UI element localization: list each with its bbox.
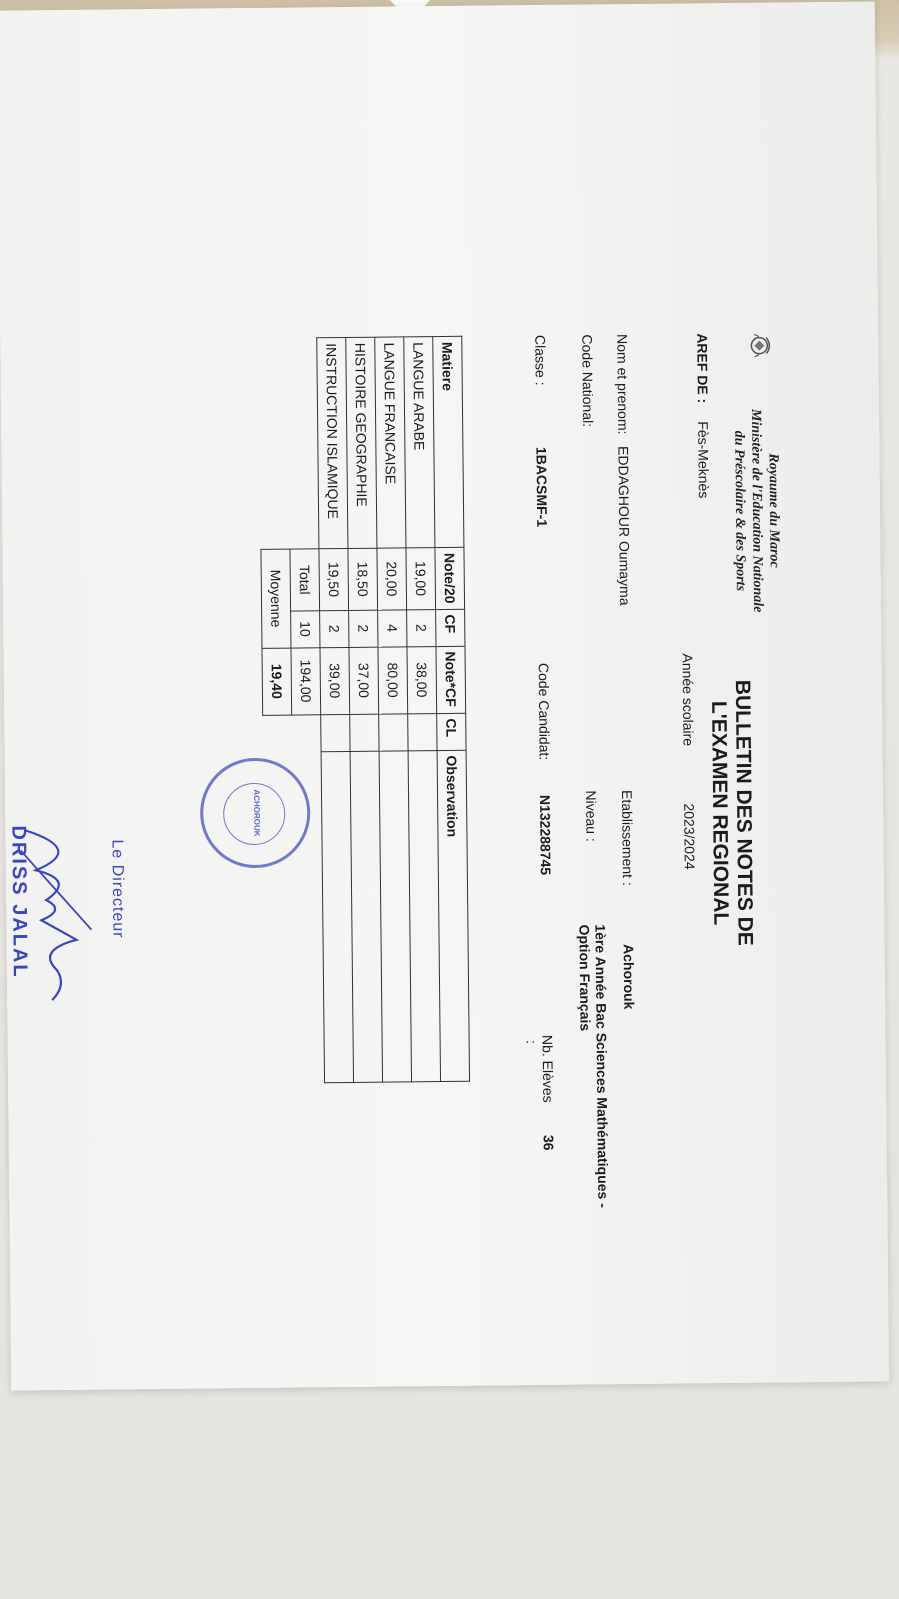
col-note20: Note/20 [435,547,465,609]
cell-obs [350,751,382,1082]
stamp-text: ACHOROUK [251,789,262,837]
kingdom-text: Royaume du Maroc [765,453,782,568]
cell-cf: 2 [407,609,436,646]
niveau-label: Niveau : [582,790,600,842]
cell-obs [379,750,411,1081]
total-value: 194,00 [291,647,321,714]
cell-note-cf: 38,00 [407,646,437,713]
classe-label: Classe : [532,334,549,386]
aref-label: AREF DE : [694,333,711,404]
ministry-block [730,380,784,641]
bulletin-document [7,332,790,1257]
ministry-line1: Ministère de l'Education Nationale [748,408,766,613]
etablissement-label: Etablissement : [618,789,636,886]
cell-matiere: LANGUE ARABE [404,337,435,548]
total-label: Total [290,549,320,611]
cell-note-cf: 37,00 [349,647,379,714]
niveau-value-line1: 1ère Année Bac Sciences Mathématiques - [592,924,612,1208]
cell-obs [321,751,353,1082]
cell-matiere: LANGUE FRANCAISE [375,337,406,548]
cell-matiere: INSTRUCTION ISLAMIQUE [317,337,348,548]
cell-cl [379,713,408,750]
school-stamp [200,757,311,868]
code-candidat-label: Code Candidat: [535,662,553,761]
cell-note: 19,00 [406,548,436,610]
nb-eleves-value: 36 [540,1134,557,1151]
cell-cf: 4 [378,609,407,646]
nb-eleves-colon: : [523,1040,540,1045]
royal-emblem-icon [746,333,774,359]
cell-matiere: HISTOIRE GEOGRAPHIE [346,337,377,548]
col-cf: CF [436,609,465,646]
total-cf: 10 [291,610,320,647]
name-value: EDDAGHOUR Oumayma [615,446,634,606]
ministry-line2: du Préscolaire & des Sports [731,430,748,592]
moyenne-label: Moyenne [261,549,291,648]
page-title [706,663,757,963]
col-matiere: Matiere [433,336,464,547]
cell-note: 20,00 [377,548,407,610]
code-national-label: Code National: [579,334,597,428]
cell-cf: 2 [320,610,349,647]
director-name: DRISS JALAL [7,825,31,979]
name-label: Nom et prenom: [614,334,632,435]
cell-cl [350,714,379,751]
moyenne-value: 19,40 [262,648,292,715]
year-label: Année scolaire [679,653,697,747]
cell-cl [408,713,437,750]
cell-note: 19,50 [319,548,349,610]
cell-cf: 2 [349,610,378,647]
title-line2: L'EXAMEN REGIONAL [707,700,733,926]
etablissement-value: Achorouk [620,943,638,1010]
cell-note: 18,50 [348,548,378,610]
grades-table [258,336,470,1084]
niveau-value-line2: Option Français [576,924,594,1032]
year-value: 2023/2024 [681,803,698,870]
cell-cl [321,714,350,751]
cell-obs [408,750,440,1081]
cell-note-cf: 39,00 [320,647,350,714]
col-observation: Observation [437,750,469,1081]
nb-eleves-label: Nb. Elèves [539,1034,557,1103]
code-candidat-value: N132288745 [537,794,554,876]
aref-value: Fès-Meknès [695,421,712,499]
paper-sheet [0,1,889,1390]
classe-value: 1BACSMF-1 [533,446,551,528]
col-cl: CL [437,713,466,750]
title-line1: BULLETIN DES NOTES DE [730,679,757,946]
col-note-cf: Note*CF [436,646,466,713]
cell-note-cf: 80,00 [378,646,408,713]
director-label: Le Directeur [108,839,127,939]
